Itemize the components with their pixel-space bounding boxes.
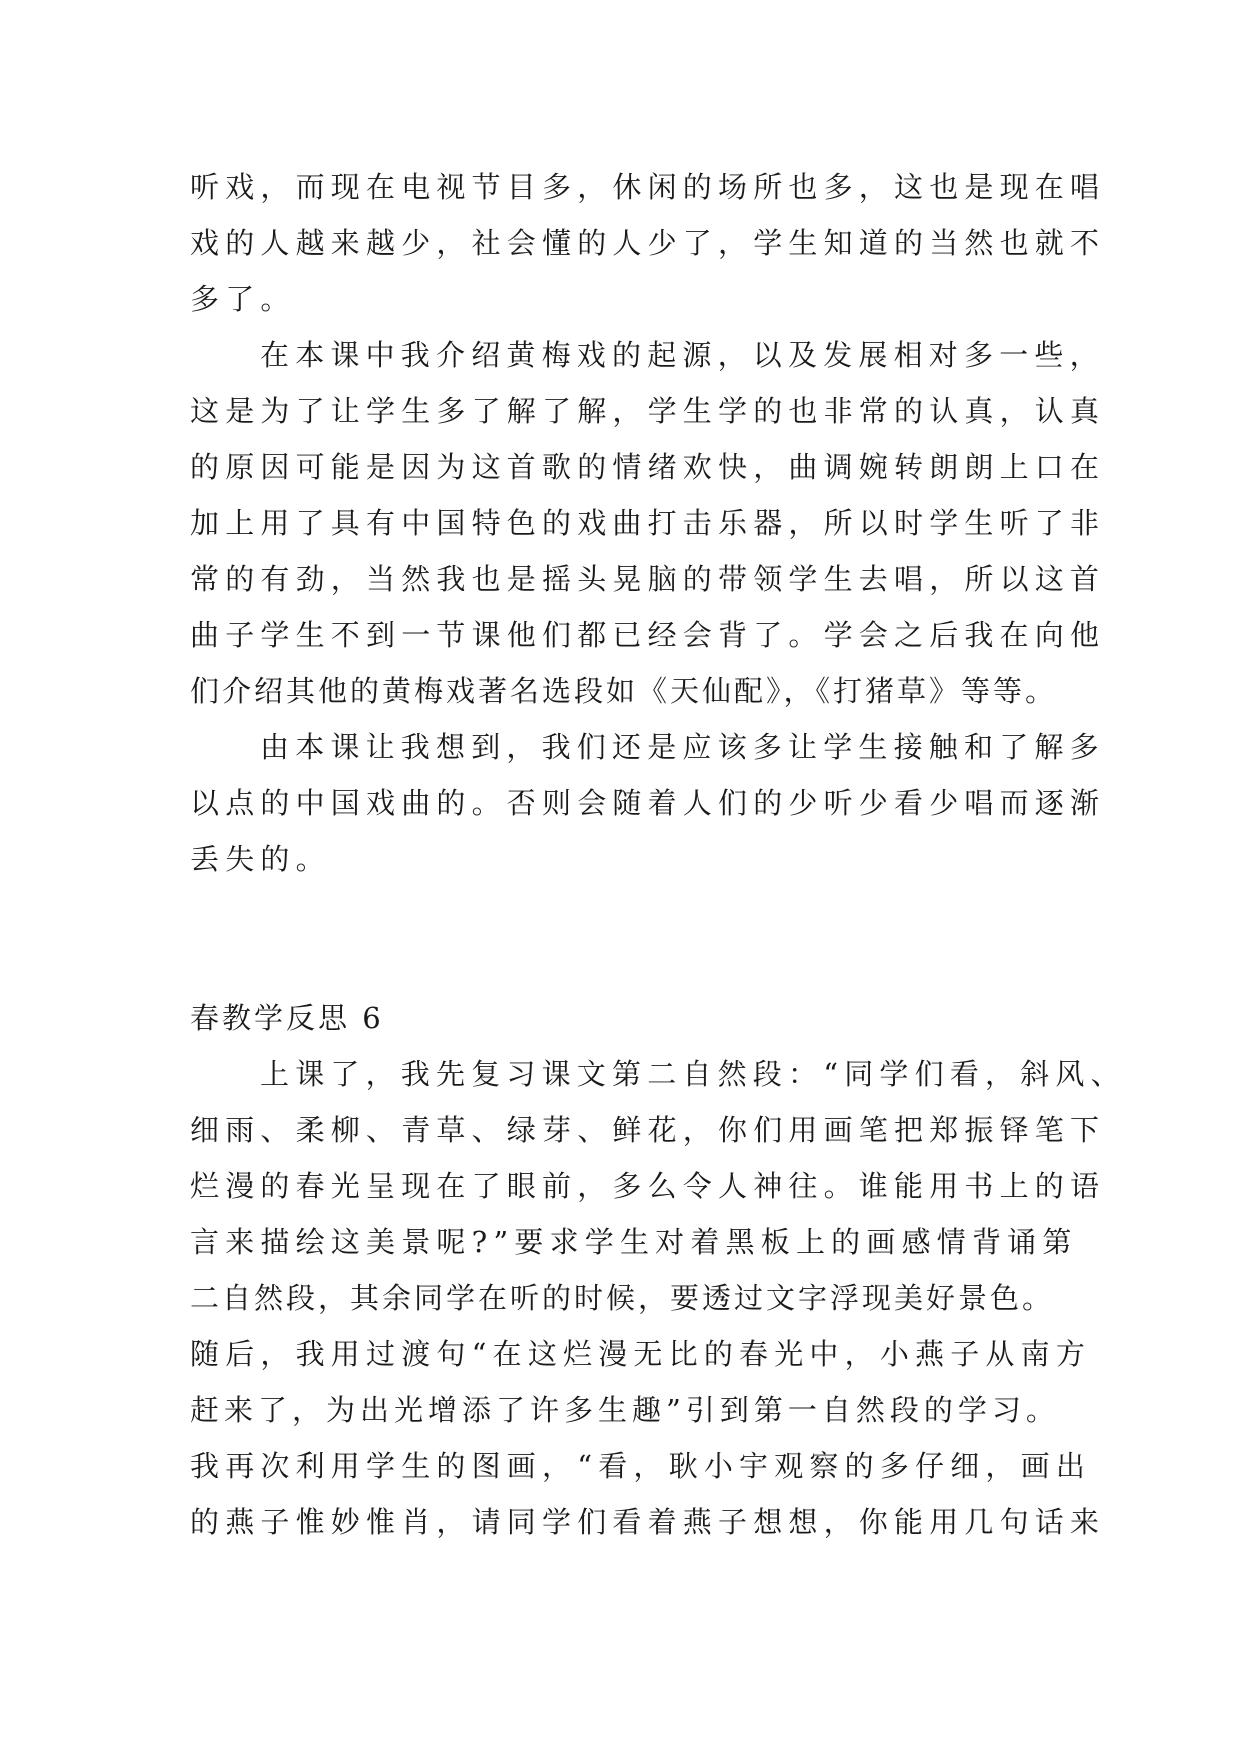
text-line: 们介绍其他的黄梅戏著名选段如《天仙配》，《打猪草》等等。 xyxy=(190,674,1058,708)
text-line: 的燕子惟妙惟肖，请同学们看着燕子想想，你能用几句话来 xyxy=(190,1505,1106,1539)
text-line: 多了。 xyxy=(190,282,296,316)
text-line: 烂漫的春光呈现在了眼前，多么令人神往。谁能用书上的语 xyxy=(190,1169,1106,1203)
paragraph-start-line: 上课了，我先复习课文第二自然段：“同学们看，斜风、 xyxy=(260,1057,1126,1091)
text-line: 常的有劲，当然我也是摇头晃脑的带领学生去唱，所以这首 xyxy=(190,562,1106,596)
text-line: 加上用了具有中国特色的戏曲打击乐器，所以时学生听了非 xyxy=(190,506,1106,540)
text-line: 赶来了，为出光增添了许多生趣”引到第一自然段的学习。 xyxy=(190,1393,1060,1427)
paragraph-start-line: 在本课中我介绍黄梅戏的起源，以及发展相对多一些， xyxy=(260,338,1105,372)
section-2-body xyxy=(190,990,1126,1550)
text-line: 这是为了让学生多了解了解，学生学的也非常的认真，认真 xyxy=(190,394,1106,428)
text-line: 言来描绘这美景呢?”要求学生对着黑板上的画感情背诵第 xyxy=(190,1225,1078,1259)
text-line: 戏的人越来越少，社会懂的人少了，学生知道的当然也就不 xyxy=(190,226,1106,260)
text-line: 二自然段，其余同学在听的时候，要透过文字浮现美好景色。 xyxy=(190,1281,1055,1315)
text-line: 细雨、柔柳、青草、绿芽、鲜花，你们用画笔把郑振铎笔下 xyxy=(190,1113,1106,1147)
text-line: 的原因可能是因为这首歌的情绪欢快，曲调婉转朗朗上口在 xyxy=(190,450,1106,484)
section-1-body xyxy=(190,159,1106,887)
text-line: 我再次利用学生的图画，“看，耿小宇观察的多仔细，画出 xyxy=(190,1449,1092,1483)
paragraph-start-line: 由本课让我想到，我们还是应该多让学生接触和了解多 xyxy=(260,730,1105,764)
text-line: 丢失的。 xyxy=(190,842,331,876)
text-line: 以点的中国戏曲的。否则会随着人们的少听少看少唱而逐渐 xyxy=(190,786,1106,820)
text-line: 曲子学生不到一节课他们都已经会背了。学会之后我在向他 xyxy=(190,618,1106,652)
text-line: 随后，我用过渡句“在这烂漫无比的春光中，小燕子从南方 xyxy=(190,1337,1092,1371)
section-heading: 春教学反思 6 xyxy=(190,1001,384,1035)
text-line: 听戏，而现在电视节目多，休闲的场所也多，这也是现在唱 xyxy=(190,170,1106,204)
